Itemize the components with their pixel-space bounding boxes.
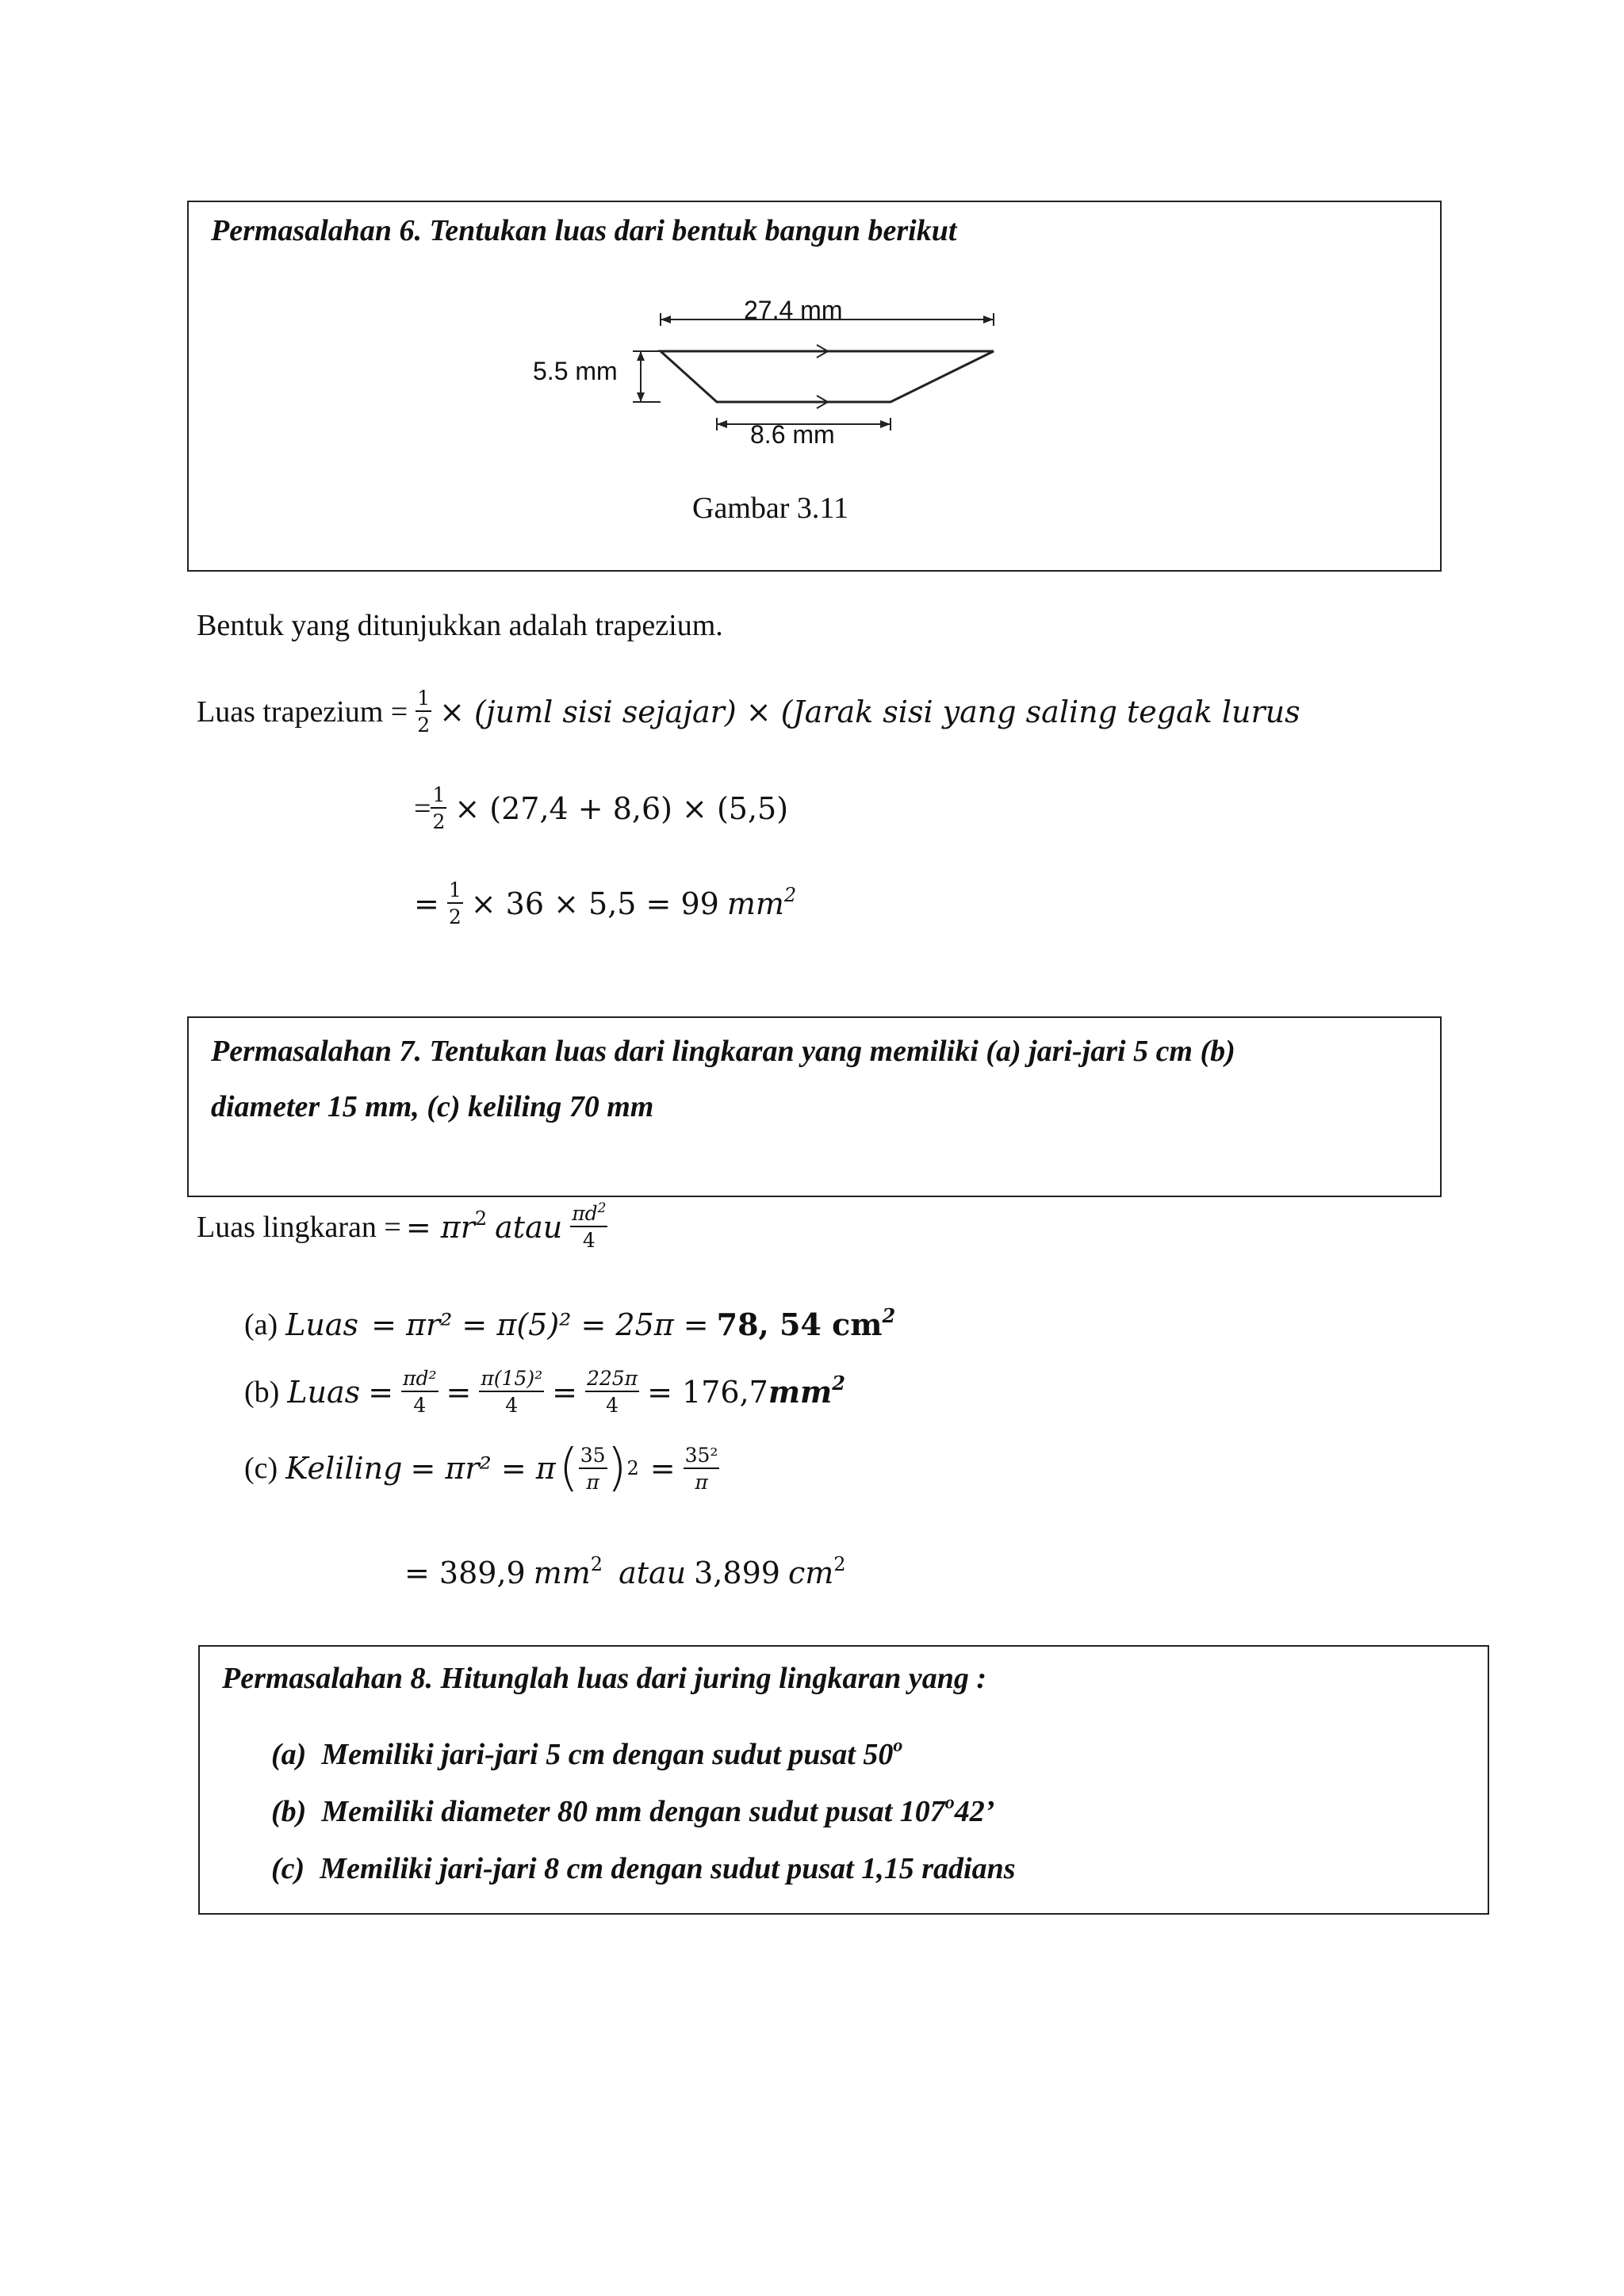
problem-7-box: [187, 1016, 1442, 1197]
solution-7-part-a: (a) Luas = πr² = π(5)² = 25π = 78, 54 $cm^2$: [244, 1304, 896, 1342]
formula-expression: × (juml sisi sejajar) × (Jarak sisi yang saling tegak lurus: [439, 694, 1300, 729]
solution-6-statement: Bentuk yang ditunjukkan adalah trapezium.: [197, 609, 723, 642]
problem-8-box: [198, 1645, 1489, 1915]
solution-7-final: = 389,9 $mm^2$ atau 3,899 $cm^2$: [404, 1553, 846, 1590]
bottom-dimension-label: 8.6 mm: [750, 420, 835, 449]
problem-6-header: Permasalahan 6. Tentukan luas dari bentuk bangun berikut: [211, 214, 957, 247]
problem-8-item-b: (b) Memiliki diameter 80 mm dengan sudut pusat 107$^o$42’: [271, 1793, 995, 1828]
circle-area-formula: Luas lingkaran = = $\pi r^2$ atau $\frac{\pi d^2}{4}$: [197, 1200, 607, 1252]
c-result-fraction: $\frac{\text{35²}}{\pi}$: [684, 1443, 718, 1494]
formula-label: Luas trapezium =: [197, 695, 408, 729]
half-fraction: $\frac{1}{2}$: [448, 878, 462, 928]
figure-caption: Gambar 3.11: [692, 492, 848, 525]
half-fraction: $\frac{1}{2}$: [417, 687, 431, 737]
solution-6-step-2: = $\frac{1}{2}$ × 36 × 5,5 = 99 $mm^2$: [414, 878, 797, 928]
problem-8-item-c: (c) Memiliki jari-jari 8 cm dengan sudut pusat 1,15 radians: [271, 1852, 1016, 1885]
solution-7-part-b: (b) Luas = $\frac{\text{πd²}}{4}$ = $\frac{\text{π(15)²}}{4}$ = $\frac{225\pi}{4}$ = 176,7 $mm^2$: [244, 1367, 845, 1417]
trapezium-shape: [661, 351, 994, 402]
b-fraction-2: $\frac{\text{π(15)²}}{4}$: [481, 1367, 543, 1417]
height-dimension-label: 5.5 mm: [533, 357, 618, 385]
solution-6-step-1: = $\frac{1}{2}$ × (27,4 + 8,6) × (5,5): [414, 783, 789, 833]
pi-d-squared-over-4: $\frac{\pi d^2}{4}$: [572, 1200, 607, 1252]
solution-7-part-c: (c) Keliling = πr² = π ( $\frac{35}{\pi}$ ) 2 = $\frac{\text{35²}}{\pi}$: [244, 1439, 718, 1498]
half-fraction: $\frac{1}{2}$: [432, 783, 446, 833]
problem-8-header: Permasalahan 8. Hitunglah luas dari juring lingkaran yang :: [222, 1662, 986, 1695]
problem-7-header-line-1: Permasalahan 7. Tentukan luas dari lingkaran yang memiliki (a) jari-jari 5 cm (b): [211, 1035, 1235, 1068]
problem-7-header-line-2: diameter 15 mm, (c) keliling 70 mm: [211, 1090, 654, 1123]
problem-8-item-a: (a) Memiliki jari-jari 5 cm dengan sudut pusat 50$^o$: [271, 1735, 903, 1771]
c-inner-fraction: $\frac{35}{\pi}$: [580, 1443, 606, 1494]
problem-6-box: [187, 201, 1442, 572]
b-fraction-1: $\frac{\text{πd²}}{4}$: [403, 1367, 437, 1417]
trapezium-formula: [197, 688, 1308, 735]
b-fraction-3: $\frac{225\pi}{4}$: [586, 1367, 638, 1417]
top-dimension-label: 27.4 mm: [744, 296, 843, 324]
